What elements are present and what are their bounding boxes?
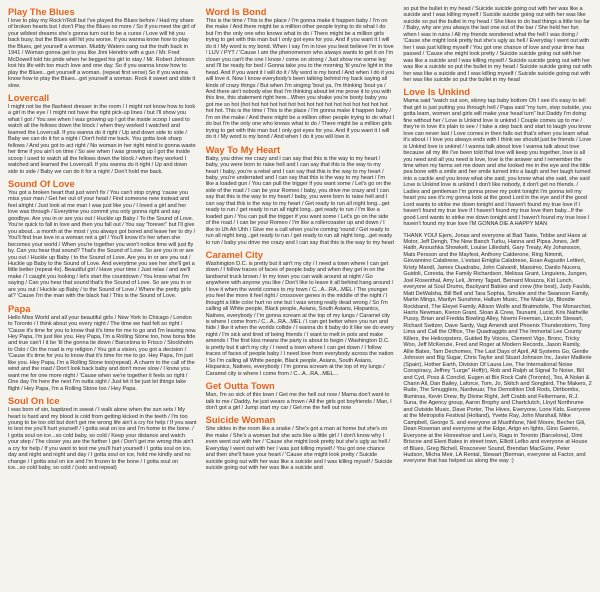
song-continued <box>403 6 592 83</box>
song <box>8 6 197 89</box>
song-lyrics: This is the time / This is the place / I'm gonna make it happen baby / I'm on the make / And there might be a million other people trying to do what I do but I'm the only one who knows what to do / There might be a million girls trying to get with this man but I only got eyes for you. And if you want it I will do it / My word is my bond. When I say I'm in love you best believe I'm in love / LUV / PYT / 'Cause I am the phenomenon who always wants to get it on I'm closer you can't the one I know / come on strong / Just show me some leg and I'll be ready for bed / Gonna take you to the morning 'til you're light in the head. And if you want it I will do it / My word is my bond / And when I do it you will love it. Now I know everybody's been talking behind my back saying all kinds of crazy things / But when I'm singing 'bout ya, I'm thinking 'bout ya / And there ain't nobody else that I'm thinking about let me prove it to you with this line, this statement right here...When you shake you're booty baby you got me so hot (hot hot hot hot hot hot hot hot hot hot hot hot hot hot hot hot hot hot. This is the time / This is the place / I'm gonna make it happen baby / I'm on the make / And there might be a million other people trying to do what I do but I'm the only one who knows what to do / There might be a million girls trying to get with this man but I only got eyes for you. And if you want it I will do it / My word is my bond / And when I do it you will love it. <box>205 18 395 141</box>
song-title: Get Outta Town <box>205 380 275 392</box>
song-lyrics: I was born of sin, baptized in sweat / I walk alone when the sun sets / My heart is hard and my blood is cold from getting kicked in the teeth / I'm too young to be too old but don't get me wrong life ain't a cry for help / If you want to test me you'll hurt yourself / I gotta seal on ice and I'm home to the bone. / I gotta soul on ice...so cold baby, so cold / Keep your distance and watch your step / The closer you are the further I get / Don't get me wrong this ain't a cry for help / If you want to test me you'll hurt yourself / I gotta soul on ice, day and night and night and day / I gotta soul on ice, hold me kindly and no change / I gotta soul on ice and I'm frozen to the bone / I gotta soul on ice...so cold baby, so cold / (solo and repeat) <box>8 407 197 472</box>
song-lyrics: so put the bullet in my head / Suicide suicide going out with her was like a suicide and I was killing myself / Suicide suicide going out with her was like suicide so put the bullet in my head / She likes to do bad things a little too far / Baby, why are you always the last one out of the bar / She held her fun when I was in ruins / All my friends wondered what the hell I was doing / 'Cause she might look pretty but she's ugly as hell / Everyday I went out with her I was just killing myself / You got one chance of love and your time has passed / 'Cause she might look pretty / Suicide suicide going out with her was like a suicide and I was killing myself / Suicide suicide going out with her was like a suicide so put the bullet in my head / Suicide suicide going out with her was like a suicide and I was killing myself / Suicide suicide going out with her was like suicide so put the bullet in my head <box>403 6 592 83</box>
song-lyrics: You got a broken heart that just won't fix / You can't stop crying 'cause you miss your man / Get her out of your head / Find someone new instead and feel alright / Just look at me man I was just like you / I loved a girl and her love was through / Everytime you commit you only gonna right and say goodbye. Are you in or are you out / Huckle up Baby / To the Sound of Love. You're quick to fall in love and then you fall out / You say "forever" but I'll give you about...a month at the most / you always got bored and leave her to dry / You'll find true love in a woman not a girl / You'll know it's her when she becomes your world / When you're together you won't notice time will just fly by. Can you hear that sound? That's the Sound of Love. So are you in or are you out / Huckle up Baby / to the Sound of Love. Are you in or are you out / Huckle up Baby to the Sound of Love. And everytime you see her she'll get a little better (repeat 4x). Beautiful girl / Have your time / Just relax / and we'll make / I caught you looking / let's start the countdown / You know what I'm saying / Can you hear that sound that's the Sound of Love. So are you in or are you out / Huckle up Baby / to the Sound of Love / Where the pretty girls at? 'Cause I'm the man with the black hat / This is the Sound of Love. <box>8 189 196 300</box>
song-lyrics: Mama said "watch out son, skinny tap baby bottom Oh I see it's easy to tell that girl is just putting you through hell / Papa said "my turn, step outside, you gotta learn, women and girls will make your head turn" but Daddy I'm doing fine without her / Love is Unkind love is unkind / Couple comes up to me / they're in love it's plain to see / I take a step back and start to laugh you know love can never last / Love comes in then falls out that's when you learn what it's about / I love you always ends with I think we should just be friends / Love is Unkind love is unkind / I wanna talk about love I wanna talk about love because all my life I've been told that love will keep you together, love is all you need and all you need is love, love is the answer and I remember the time when my farms set me down and she looked me in the eye and the little pea bone with a smile and her smile turned into a laugh and her laugh turned into a cackle and you know what she said, you know what she said, she said Love is Unkind love is unkind I don't like nobody, it don't get no friends. / Ladies and gentleman I'm gonna prove my point tonight I'm gonna tell my heart you see it's my gonna look at the good Lord in the eye and if the good Lord wants to strike me down tonight and I haven't found my true love if I haven't found my true love if I haven't found my true love then baby...If the good Lord wants to strike me down tonight and I haven't found my true love I haven't found my true love I'M GONNA DIE A HAPPY MAN <box>403 98 592 228</box>
column-1 <box>8 6 197 592</box>
song-lyrics: Washington D.C. is pretty but it ain't my city / I need a town where I can get down / I follow traces of faces of people baby and when they get in on the landsend truck brown / In my town you can walk around at night / Go anywhere with anyone you like / Don't like to leave it all behind hang around / I love it when the world comes to my town / C...A...RA...MEL / The younger you feel the more it feel right / crossover genes in the middle of the night / I thought a little color hurt no one but I was wrong really dead wrong / So I'm calling all White people, Black people, Asians, South Asians, Hispanics, Natives, everybody / I'm gonna scream at the top of my lungs / Caramel city is where I come from / C...A...RA...MEL / I can get better when you run and hide / like it when the worlds collide / I wanna do it baby do it like we do every night / I'm sick and tired of being friends / I want to melt in pots and make amends / The first kiss means the party is about to begin / Washington D.C. is pretty but it ain't my city / I need a town where I can get down / I follow traces of faces of people baby / I need love from everybody across the nation / So I'm calling all White people, Black people, Asians, South Asians, Hispanics, Natives, everybody / I'm gonna scream at the top of my lungs / Caramel city is where I come from / C...A...RA...MEL... <box>205 260 394 377</box>
song-title: Sound Of Love <box>8 177 75 189</box>
song <box>206 380 395 411</box>
song <box>8 92 197 175</box>
column-2 <box>206 6 395 592</box>
song-title: Play The Blues <box>8 6 75 17</box>
song <box>8 395 197 472</box>
column-3 <box>403 6 592 592</box>
song-title: Lovercall <box>8 91 50 103</box>
song-lyrics: I love to play my Rock'n'Roll but I've played the Blues before / Had my share of broken hearts but I don't Play the Blues no more / So if you meet the girl of your wildest dreams she's gonna turn out to be a curse / Love will hit you back busy, but the Blues will hit you worse. If you wanna know how to play the Blues, get yourself a woman. Muddy Waters sang out the truth back in 1941 / Woman gonna get to you like Jimi Hendrix with a gun / Mr. Fred McDowell told his pride when he begged his girl to stay / Mr. Robert Johnson lost his life with too much love and one day. So if you wanna know how to play the Blues...get yourself a woman. (repeat first verse) So if you wanna know how to play the Blues...get yourself a woman. Rock it sweet and slide it slow. <box>8 18 196 89</box>
thank-you-text: Ejem, Jonas and everyone at Bad Taste, Tebbe and Hans at Motor, Jeff Dengh, The New Banch Turku, Hanna and Pipsa Jones, Jeff Haith, Anoushka Showkelt, Louise Lilledahl, Gary Treaty, Aly Johansson, Mats Persson and the Mayfest, Anthony Calderone, Ring Nimmit, Giovannino Calabrese, L'estasi Emiglia Calabrese, Eoan Augustin Lettieri, Kristy Mandl, James Ouadrabu, John Calvardi, Massimo, Danilo Nucera, Guidoli, Coresta, the Family Richardson, Melissa Grant, Linguiera, Jungen, Joel Rosenthal, Amy Leli, Jimmy Tagart, Bernard Moazza, Kid Lunch, everyone at Soul Drums, Backyard Babies and crew (the best), Judy Faulds, Matt DeWalsha, Bill Bell and Tara Sophia, Smokie and the Swanson Family, Martin Mings, Marilyn Sunshine, Hallum Music, The Make Up, Blondie Rockband, The Eleyet Family, Allison Wolfe and Bratmobile, The Monarchist, Harris Newman, Kieron Grant, Sloan & Crew, Tsunami, Lucid, Kris Nathville Pussy, Brian and Fredda Bowling Alley, Noemi Freeman, Lincoln Stewart, Richard Switzer, Dave Sardy, Vagi Amendi and Phoenix Thunderstorm, Tony Lima and Call the Office, The Quadraggits and The Immortal Lee County Killers, the Helicopsters, Guided By Voices, Clement Vigo, Bronc, Tricky Woo, Jeff McKenzie, Fred and Roger at Modern Records, Jason Ramily, Allie Bates, Tam Dechomes, The Last Days of April, All Systems Go, Gentle Johnson and Big Sugar, Chris Taylor and Stuart Johnson Inc, Javier Maillerie (Spain), Hother Earth, Division Of Laura Lee, The International Noise Conspiracy, Jeffrey "Lurge" Hoff(r), Rob and Ralph at Signal To Noise, Bill and Cyd, Poss & Conclid, Eugen at Bix Rock Café (Toronto), Tos, A Nolan & Chann All, Dan Bailey, Laforce, Tom, Jo, Skitch and Songbird, The Makers, 2 Rude, The Smugglers, Nardwuar, The Demolition Doll Rods, Dirtbombs, Illuminas, Kevin Drew, By Divine Right, Jeff Crabb and Fellermans, R.J. Suna, the Agency group, Aaron Brophy and Chartclutch, Lloyd Northrume and Outside Music, Dave Porter, The Hives, Everyone, Lone Kids, Everyone at the Metropolis Festival (Holland), Yvette Ray, John Marshall, Mike Campbell, George S. and everyone at Musthfane, Neil Moore, Becher Gili, Dean Rosenan and everyone at the Edge, Arigo en lights, Gino Gaenio, Everyone at the Horseshoe and Lee's, Ragu in Toronto (Barcelona), Dimi Briscoe and Eleni Bates in street town, Elliott Lefko and everyone at House of Blues, Greg Bichell, Roscoever Sound, Brendan MacGuire, Peter Hudson, Micha Meir, LA Rental, Stewart (Berman, everyone at Factor, and everyone that has helped us along the way :) <box>403 232 592 465</box>
song-lyrics: Hello Miss World and all your beautiful girls / New York to Chicago / London to Toronto / I think about you every night / The time we had felt so right / 'Cause it's time for you to know that it's time for me to go and I'm leaving now. Hey Papa, I'm just like you. Hey Papa, I'm a Rolling Stone too, how bona fide and true can't I it be 'til the gonna tie down / Barcelona to Frisco / Stockholm to Oslo / On the road is my religion / You got a vision, you got a decision / 'Cause it's time for you to know that it's time for me to go. Hey Papa, I'm just like you. Hey Papa, I'm a Rolling Stone too(repeat). A charm to the call of the wind and the road / Don't look back baby and don't move slow / I know you want me for one more night / 'Cause when we're together it feels so right / One day I'm here the next I'm outta sight / Just let it be just let things take flight / Hey Papa, I'm a Rolling Stone too / Hey Papa. <box>8 314 197 392</box>
song-lyrics: I might not be the flashiest dresser in the room / I might not know how to look a girl in the eye / I might not have the right pick-up lines / but I'll show you what I got / You see when I was growing up I got the inside scoop I used to watch all the fellows down the block / when they worked I watched and learned the Lovercall. If you wanna do it right / Up and down side to side / Baby we can do it for a night / Don't hold me back. You gotta look sharp fellows / And you got to act right / No woman in her right mind is gonna waste her time if you ain't on time / So see when I was growing up I got the inside scoop I used to watch all the fellows down the block / when they worked I watched and learned the Lovercall. If you wanna do it right / Up and down side to side / Baby we can do it for a night / Don't hold me back. <box>8 103 196 175</box>
song-lyrics: She slides in the room like a snake / She's got a man at home but she's on the make / She's a woman but she acts like a little girl / I don't know why I even went out with her / 'Cause she might look pretty but she's ugly as hell / Everyday I went out with her I was just killing myself / You got one chance and then she'll have your heart / 'Cause she might look pretty / Suicide suicide going out with her was like a suicide and I was killing myself / Suicide suicide going out with her was like a suicide and <box>205 426 393 472</box>
song <box>206 6 395 141</box>
song <box>8 303 197 392</box>
song <box>403 86 592 227</box>
song-title: Suicide Woman <box>205 414 276 426</box>
song-title: Caramel City <box>205 248 263 260</box>
song <box>206 414 395 471</box>
song <box>206 144 395 246</box>
song-title: Love Is Unkind <box>403 86 471 98</box>
song-title: Papa <box>8 302 31 314</box>
song <box>8 178 197 300</box>
song-title: Soul On Ice <box>8 395 60 407</box>
song-title: Word Is Bond <box>205 6 267 17</box>
song-title: Way To My Heart <box>205 143 281 155</box>
thank-you-heading: THANK YOU! <box>403 232 438 239</box>
song-lyrics: Man, I'm so sick of this town / Get me the hell out now / Mama don't want to talk to me / Daddy, he just wears a frown / All the girls got boyfriends / Man, I don't got a girl / Jump start my car / Get me the hell out now <box>205 392 392 412</box>
thank-you-credits <box>403 233 592 465</box>
song <box>206 249 395 377</box>
song-lyrics: Baby, you drive me crazy and I can say that this is the way to my heart / baby, you were born to raise hell and I can say that this is the way to my heart / baby, you're a rebel and I can say that this is the way to my heart / baby, you're underrated and I can say that this is the way to my heart / I'm like a loaded gun / You can pull the trigger if you want some / Let's go on the side of the road / I can be your Romeo / baby, you drive me crazy and I can say that this is the way to my heart / baby, you were born to raise hell and I can say that this is the way to my heart / Get ready to run all night long...get ready to run / get ready to run all night long...get ready to run / I'm like a loaded gun / You can pull the trigger if you want some / Let's go on the side of the road / I can be your Romeo / I'm like a rollercoaster up and down / I like to Uh Ah Uhh / Give me a call when you're coming 'round / Get ready to run all night long...get ready to run / get ready to run all night long...get ready to run / baby you drive me crazy and I can say that this is the way to my heart <box>205 155 395 246</box>
